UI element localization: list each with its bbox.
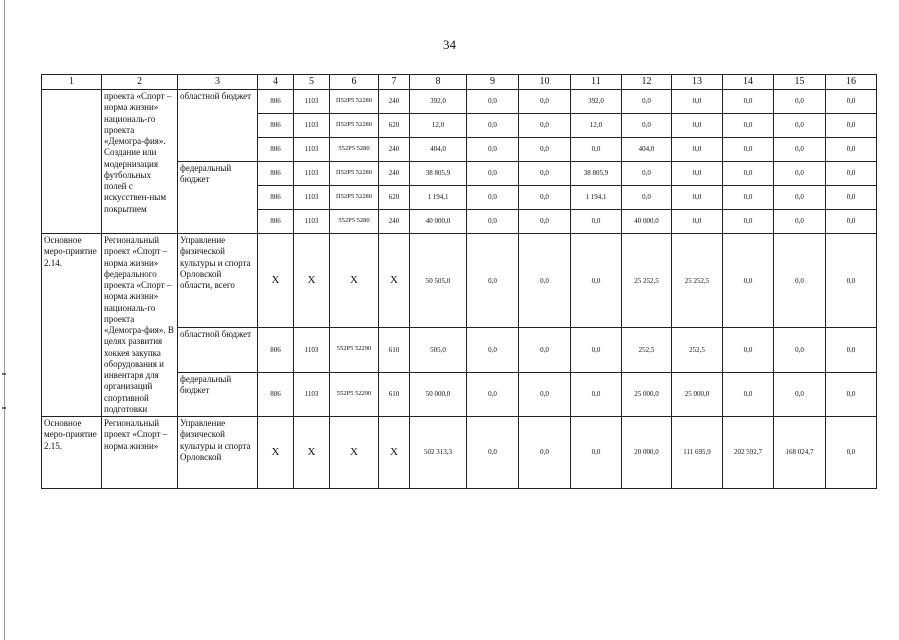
- value-cell: 1103: [294, 162, 330, 186]
- value-cell: 806: [258, 162, 294, 186]
- value-cell: 0,0: [467, 417, 519, 489]
- value-cell: 240: [379, 138, 410, 162]
- value-cell: 1103: [294, 114, 330, 138]
- value-cell: 0,0: [467, 210, 519, 234]
- budget-table: [41, 74, 877, 489]
- value-cell: 0,0: [519, 417, 571, 489]
- activity-name-cell: Региональный проект «Спорт – норма жизни» федерального проекта «Спорт – норма жизни» националь-го проекта «Демогра-фия». В целях развития хоккея закупка оборудования и инвентаря для организаций спортивной подготовки: [102, 234, 178, 417]
- value-cell: 1103: [294, 372, 330, 416]
- value-cell: 806: [258, 138, 294, 162]
- value-cell: 0,0: [826, 90, 877, 114]
- funding-source-cell: федеральный бюджет: [178, 162, 258, 234]
- header-cell: 1: [42, 75, 102, 90]
- funding-source-cell: Управление физической культуры и спорта Орловской области, всего: [178, 234, 258, 328]
- value-cell: 0,0: [826, 372, 877, 416]
- value-cell: 0,0: [672, 114, 723, 138]
- value-cell: 202 592,7: [723, 417, 774, 489]
- value-cell: 25 000,0: [622, 372, 672, 416]
- value-cell: 0,0: [672, 138, 723, 162]
- value-cell: 40 000,0: [410, 210, 467, 234]
- table-header-row: [42, 75, 877, 90]
- value-cell: 0,0: [519, 162, 571, 186]
- value-cell: 1103: [294, 138, 330, 162]
- value-cell: 0,0: [571, 138, 622, 162]
- value-cell: 0,0: [672, 162, 723, 186]
- header-cell: 3: [178, 75, 258, 90]
- value-cell: 0,0: [672, 186, 723, 210]
- value-cell: 0,0: [826, 328, 877, 372]
- funding-source-cell: Управление физической культуры и спорта Орловской: [178, 417, 258, 489]
- header-cell: 8: [410, 75, 467, 90]
- value-cell: 505,0: [410, 328, 467, 372]
- value-cell: 0,0: [774, 186, 826, 210]
- value-cell: 392,0: [571, 90, 622, 114]
- page-edge-mark: [2, 373, 6, 375]
- value-cell: 111 695,9: [672, 417, 723, 489]
- activity-number-cell: Основное меро-приятие 2.14.: [42, 234, 102, 417]
- value-cell: 0,0: [467, 162, 519, 186]
- table-row: [42, 417, 877, 489]
- value-cell: 0,0: [774, 114, 826, 138]
- activity-number-cell: [42, 90, 102, 234]
- value-cell: 0,0: [519, 372, 571, 416]
- header-cell: 6: [330, 75, 379, 90]
- value-cell: 0,0: [774, 234, 826, 328]
- value-cell: 0,0: [826, 234, 877, 328]
- value-cell: 1 194,1: [571, 186, 622, 210]
- value-cell: 1103: [294, 186, 330, 210]
- value-cell: 0,0: [826, 417, 877, 489]
- value-cell: 0,0: [774, 90, 826, 114]
- value-cell: Х: [330, 417, 379, 489]
- value-cell: 0,0: [723, 234, 774, 328]
- funding-source-cell: областной бюджет: [178, 90, 258, 162]
- table-row: [42, 90, 877, 114]
- table-row: [42, 234, 877, 328]
- header-cell: 10: [519, 75, 571, 90]
- value-cell: 1103: [294, 210, 330, 234]
- value-cell: П52Р5 52280: [330, 114, 379, 138]
- header-cell: 14: [723, 75, 774, 90]
- value-cell: 0,0: [467, 114, 519, 138]
- value-cell: 610: [379, 328, 410, 372]
- header-cell: 2: [102, 75, 178, 90]
- value-cell: Х: [379, 234, 410, 328]
- value-cell: 0,0: [622, 162, 672, 186]
- value-cell: 404,0: [410, 138, 467, 162]
- value-cell: 0,0: [571, 372, 622, 416]
- value-cell: Х: [330, 234, 379, 328]
- value-cell: 0,0: [519, 90, 571, 114]
- value-cell: 0,0: [467, 328, 519, 372]
- value-cell: 40 000,0: [622, 210, 672, 234]
- funding-source-cell: областной бюджет: [178, 328, 258, 372]
- value-cell: 552Р5 52290: [330, 328, 379, 372]
- value-cell: 806: [258, 114, 294, 138]
- value-cell: 0,0: [467, 186, 519, 210]
- value-cell: 610: [379, 372, 410, 416]
- value-cell: 0,0: [519, 210, 571, 234]
- value-cell: 0,0: [622, 186, 672, 210]
- value-cell: П52Р5 52280: [330, 90, 379, 114]
- value-cell: 20 000,0: [622, 417, 672, 489]
- value-cell: Х: [379, 417, 410, 489]
- value-cell: 50 505,0: [410, 234, 467, 328]
- value-cell: 404,0: [622, 138, 672, 162]
- value-cell: 12,0: [410, 114, 467, 138]
- value-cell: 0,0: [774, 372, 826, 416]
- value-cell: 0,0: [519, 234, 571, 328]
- value-cell: 0,0: [774, 162, 826, 186]
- value-cell: П52Р5 52280: [330, 186, 379, 210]
- value-cell: 0,0: [826, 138, 877, 162]
- header-cell: 11: [571, 75, 622, 90]
- value-cell: 0,0: [519, 328, 571, 372]
- value-cell: Х: [294, 234, 330, 328]
- value-cell: 1103: [294, 90, 330, 114]
- header-cell: 4: [258, 75, 294, 90]
- value-cell: 0,0: [723, 372, 774, 416]
- value-cell: 806: [258, 328, 294, 372]
- value-cell: 252,5: [672, 328, 723, 372]
- value-cell: П52Р5 52280: [330, 162, 379, 186]
- value-cell: 1103: [294, 328, 330, 372]
- value-cell: 0,0: [723, 328, 774, 372]
- value-cell: 168 024,7: [774, 417, 826, 489]
- value-cell: 0,0: [826, 210, 877, 234]
- value-cell: 620: [379, 186, 410, 210]
- value-cell: 0,0: [774, 138, 826, 162]
- value-cell: 0,0: [571, 417, 622, 489]
- value-cell: 0,0: [519, 114, 571, 138]
- value-cell: Х: [258, 417, 294, 489]
- value-cell: 0,0: [571, 210, 622, 234]
- value-cell: Х: [294, 417, 330, 489]
- value-cell: 0,0: [467, 372, 519, 416]
- value-cell: 0,0: [723, 186, 774, 210]
- value-cell: 0,0: [467, 138, 519, 162]
- value-cell: 25 000,0: [672, 372, 723, 416]
- value-cell: 806: [258, 210, 294, 234]
- value-cell: 0,0: [723, 210, 774, 234]
- activity-name-cell: проекта «Спорт – норма жизни» националь-го проекта «Демогра-фия». Создание или модернизация футбольных полей с искусствен-ным покрытием: [102, 90, 178, 234]
- value-cell: 50 000,0: [410, 372, 467, 416]
- value-cell: 0,0: [672, 210, 723, 234]
- value-cell: 552Р5 5280: [330, 210, 379, 234]
- value-cell: 0,0: [723, 90, 774, 114]
- activity-number-cell: Основное меро-приятие 2.15.: [42, 417, 102, 489]
- header-cell: 5: [294, 75, 330, 90]
- value-cell: 25 252,5: [672, 234, 723, 328]
- value-cell: 240: [379, 162, 410, 186]
- value-cell: 552Р5 52290: [330, 372, 379, 416]
- header-cell: 7: [379, 75, 410, 90]
- activity-name-cell: Региональный проект «Спорт – норма жизни»: [102, 417, 178, 489]
- value-cell: 0,0: [519, 186, 571, 210]
- value-cell: 806: [258, 90, 294, 114]
- value-cell: 806: [258, 372, 294, 416]
- value-cell: 12,0: [571, 114, 622, 138]
- value-cell: 25 252,5: [622, 234, 672, 328]
- header-cell: 13: [672, 75, 723, 90]
- value-cell: 0,0: [826, 114, 877, 138]
- value-cell: 502 313,3: [410, 417, 467, 489]
- header-cell: 16: [826, 75, 877, 90]
- header-cell: 9: [467, 75, 519, 90]
- value-cell: 240: [379, 90, 410, 114]
- value-cell: 0,0: [467, 234, 519, 328]
- value-cell: 0,0: [571, 234, 622, 328]
- value-cell: 0,0: [622, 90, 672, 114]
- value-cell: 0,0: [672, 90, 723, 114]
- value-cell: 38 805,9: [571, 162, 622, 186]
- value-cell: 0,0: [519, 138, 571, 162]
- value-cell: 0,0: [826, 162, 877, 186]
- page-edge-mark: [2, 407, 6, 409]
- value-cell: 0,0: [774, 210, 826, 234]
- page-number: 34: [443, 37, 456, 52]
- value-cell: 0,0: [826, 186, 877, 210]
- value-cell: 0,0: [723, 162, 774, 186]
- value-cell: 0,0: [467, 90, 519, 114]
- value-cell: Х: [258, 234, 294, 328]
- value-cell: 392,0: [410, 90, 467, 114]
- value-cell: 0,0: [723, 138, 774, 162]
- page-edge-line: [4, 0, 5, 640]
- value-cell: 0,0: [622, 114, 672, 138]
- value-cell: 0,0: [571, 328, 622, 372]
- value-cell: 620: [379, 114, 410, 138]
- value-cell: 0,0: [774, 328, 826, 372]
- value-cell: 552Р5 5280: [330, 138, 379, 162]
- value-cell: 806: [258, 186, 294, 210]
- header-cell: 15: [774, 75, 826, 90]
- header-cell: 12: [622, 75, 672, 90]
- value-cell: 252,5: [622, 328, 672, 372]
- value-cell: 38 805,9: [410, 162, 467, 186]
- value-cell: 0,0: [723, 114, 774, 138]
- value-cell: 1 194,1: [410, 186, 467, 210]
- funding-source-cell: федеральный бюджет: [178, 372, 258, 416]
- value-cell: 240: [379, 210, 410, 234]
